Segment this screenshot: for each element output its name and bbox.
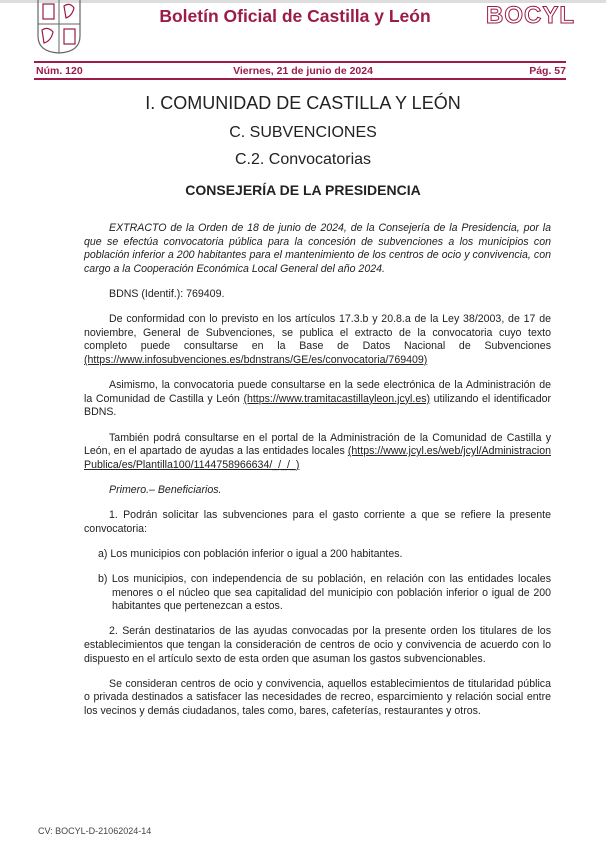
header-rule-bottom [34, 78, 566, 80]
item-1: 1. Podrán solicitar las subvenciones para el gasto corriente a que se refiere la presente convocatoria: [84, 509, 551, 535]
document-body [84, 222, 551, 730]
department-heading: CONSEJERÍA DE LA PRESIDENCIA [185, 182, 421, 198]
paragraph-text: También podrá consultarse en el portal de la Administración de la Comunidad de Castilla y León, en el apartado de ayudas a las entidades locales [84, 431, 551, 458]
extract-paragraph: EXTRACTO de la Orden de 18 de junio de 2024, de la Consejería de la Presidencia, por la que se efectúa convocatoria pública para la concesión de subvenciones a los municipios con población inferior a 200 habitantes para el mantenimiento de los centros de ocio y convivencia, con cargo a la Cooperación Económica Local General del año 2024. [84, 222, 551, 275]
bulletin-title: Boletín Oficial de Castilla y León [159, 6, 431, 26]
coat-of-arms-icon [36, 0, 82, 54]
header-rule-top [34, 61, 566, 63]
page-number: Pág. 57 [529, 65, 566, 77]
bdns-id: BDNS (Identif.): 769409. [109, 287, 225, 300]
paragraph-sede-electronica [84, 379, 551, 420]
paragraph-text: Asimismo, la convocatoria puede consultarse en la sede electrónica de la Administración de la Comunidad de Castilla y León [84, 379, 551, 405]
infosubvenciones-link[interactable]: (https://www.infosubvenciones.es/bdnstrans/GE/es/convocatoria/769409) [84, 353, 428, 366]
item-2: 2. Serán destinatarios de las ayudas convocadas por la presente orden los titulares de los establecimientos que tengan la consideración de centros de ocio y convivencia de acuerdo con lo dispuesto en el artículo sexto de esta orden que asuman los gastos subvencionables. [84, 625, 551, 665]
section-heading: I. COMUNIDAD DE CASTILLA Y LEÓN [145, 93, 461, 113]
primero-heading: Primero.– Beneficiarios. [109, 483, 222, 496]
subsection-heading: C. SUBVENCIONES [229, 124, 377, 141]
paragraph-text: De conformidad con lo previsto en los artículos 17.3.b y 20.8.a de la Ley 38/2003, de 17 de noviembre, General de Subvenciones, se publica el extracto de la convocatoria cuyo texto completo puede consultarse en la Base de Datos Nacional de Subvenciones [84, 313, 551, 353]
paragraph-text: utilizando el identificador BDNS. [84, 392, 551, 419]
paragraph-portal [84, 432, 551, 473]
issue-number: Núm. 120 [36, 65, 83, 77]
item-b: b) Los municipios, con independencia de su población, en relación con las entidades locales menores o el núcleo que sea capitalidad del municipio con población inferior o igual de 200 habitantes que pertenezcan a estos. [98, 573, 551, 613]
cv-code: CV: BOCYL-D-21062024-14 [38, 826, 152, 836]
issue-date: Viernes, 21 de junio de 2024 [233, 65, 373, 77]
paragraph-bdns-reference [84, 313, 551, 367]
paragraph-definition: Se consideran centros de ocio y convivencia, aquellos establecimientos de titularidad pública o privada destinados a satisfacer las necesidades de recreo, esparcimiento y relación social entre los vecinos y demás ciudadanos, tales como, bares, cafeterías, restaurantes y otros. [84, 677, 551, 717]
item-a: a) Los municipios con población inferior o igual a 200 habitantes. [98, 547, 403, 560]
bocyl-logo: BOCYL [486, 2, 575, 29]
tramita-link[interactable]: (https://www.tramitacastillayleon.jcyl.es) [243, 392, 431, 405]
subsubsection-heading: C.2. Convocatorias [234, 151, 372, 168]
jcyl-portal-link[interactable]: (https://www.jcyl.es/web/jcyl/AdministracionPublica/es/Plantilla100/1144758966634/_/_/_) [84, 445, 551, 471]
